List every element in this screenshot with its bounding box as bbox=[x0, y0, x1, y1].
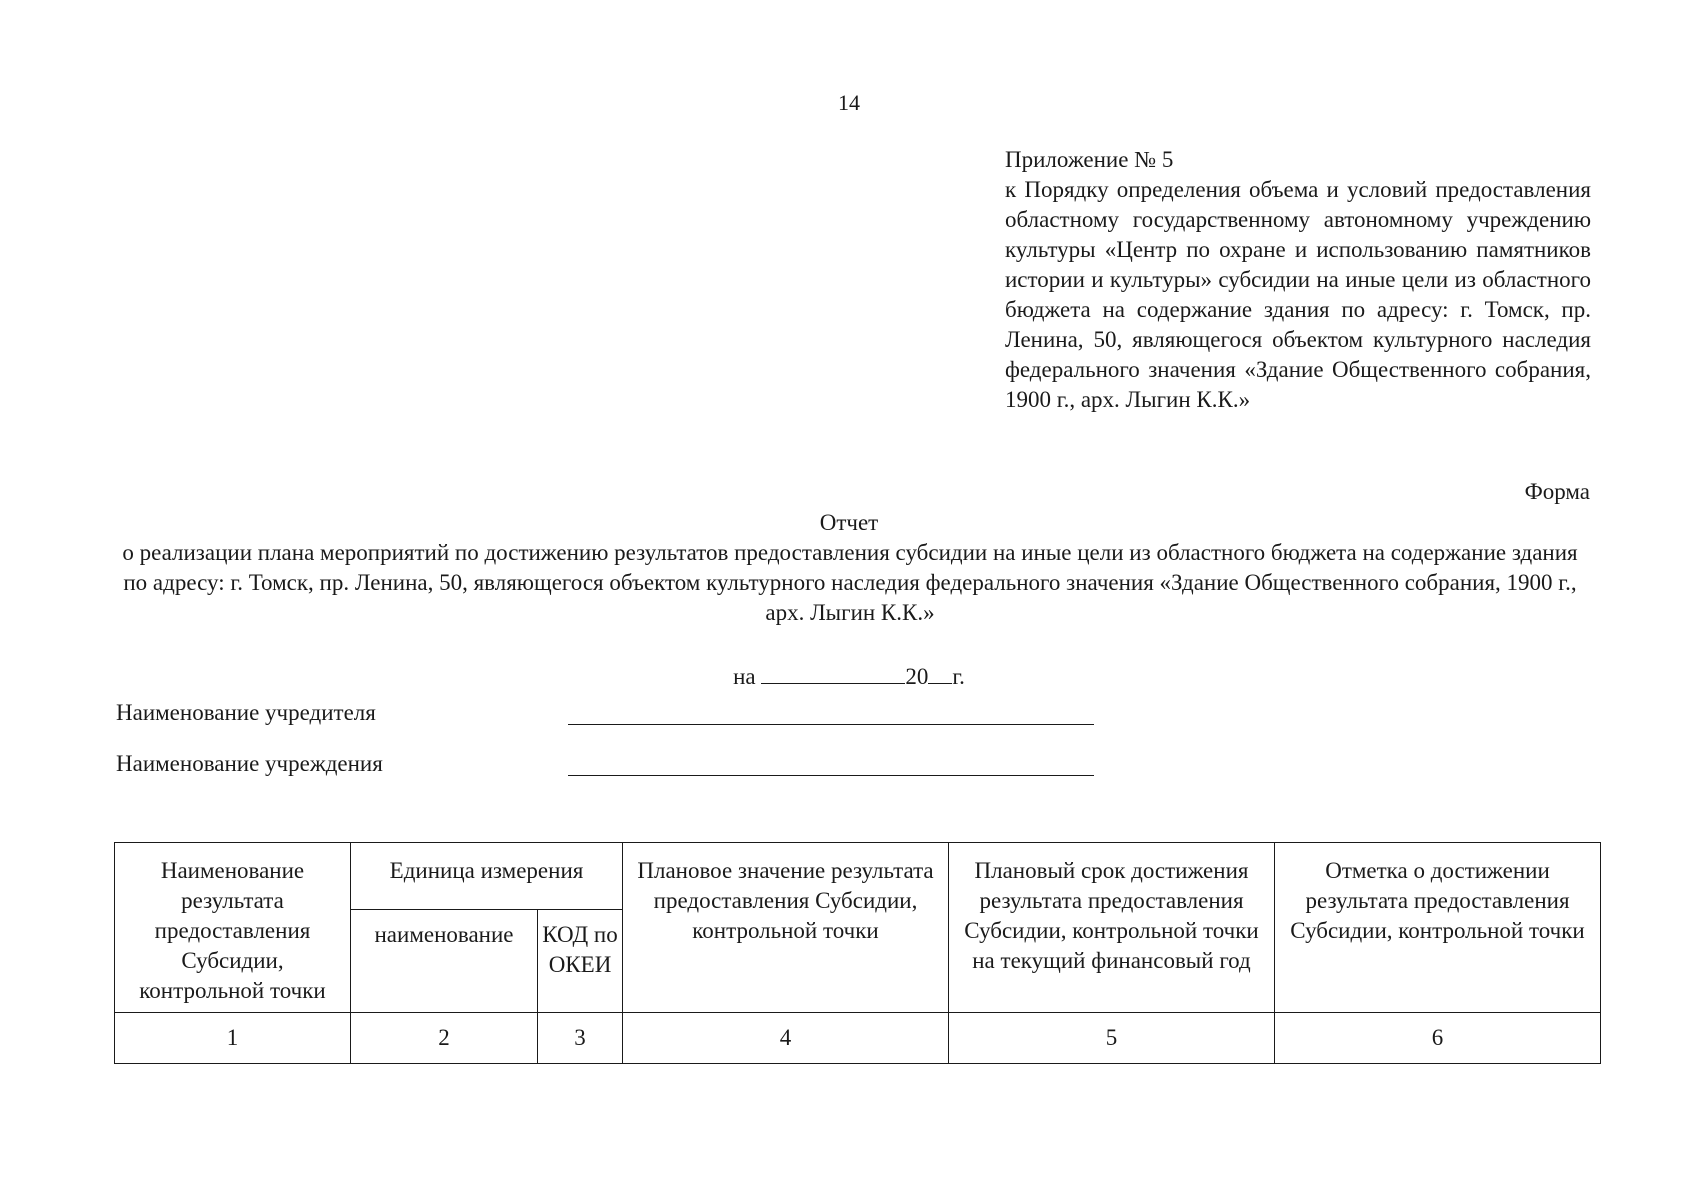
header-result-name: Наименование результата предоставления Субсидии, контрольной точки bbox=[115, 843, 351, 1013]
institution-input-line[interactable] bbox=[568, 775, 1094, 776]
year-blank[interactable] bbox=[928, 659, 952, 684]
header-unit-code: КОД по ОКЕИ bbox=[538, 909, 623, 1012]
column-number: 1 bbox=[115, 1013, 351, 1064]
founder-input-line[interactable] bbox=[568, 724, 1094, 725]
header-achievement-mark: Отметка о достижении результата предоставления Субсидии, контрольной точки bbox=[1275, 843, 1601, 1013]
founder-label: Наименование учредителя bbox=[116, 700, 376, 725]
table-header-row bbox=[115, 843, 1601, 910]
report-subtitle: о реализации плана мероприятий по достижению результатов предоставления субсидии на иные цели из областного бюджета на содержание здания по адресу: г. Томск, пр. Ленина, 50, являющегося объектом культурного наследия федерального значения «Здание Общественного собрания, 1900 г., арх. Лыгин К.К.» bbox=[122, 540, 1578, 625]
column-number: 2 bbox=[351, 1013, 538, 1064]
column-number: 3 bbox=[538, 1013, 623, 1064]
appendix-block bbox=[1005, 145, 1591, 415]
column-number: 4 bbox=[623, 1013, 949, 1064]
report-title: Отчет bbox=[819, 510, 879, 535]
column-number: 5 bbox=[949, 1013, 1275, 1064]
institution-label: Наименование учреждения bbox=[116, 751, 383, 776]
column-number: 6 bbox=[1275, 1013, 1601, 1064]
date-suffix: г. bbox=[952, 664, 965, 689]
appendix-body: к Порядку определения объема и условий предоставления областному государственному автономному учреждению культуры «Центр по охране и использованию памятников истории и культуры» субсидии на иные цели из областного бюджета на содержание здания по адресу: г. Томск, пр. Ленина, 50, являющегося объектом культурного наследия федерального значения «Здание Общественного собрания, 1900 г., арх. Лыгин К.К.» bbox=[1005, 177, 1591, 412]
header-plan-date: Плановый срок достижения результата предоставления Субсидии, контрольной точки на текущий финансовый год bbox=[949, 843, 1275, 1013]
header-unit-group: Единица измерения bbox=[351, 843, 623, 910]
date-prefix: на bbox=[733, 664, 756, 689]
results-table bbox=[114, 842, 1601, 1064]
appendix-title: Приложение № 5 bbox=[1005, 147, 1174, 172]
report-date-line bbox=[0, 659, 1698, 692]
column-number-row bbox=[115, 1013, 1601, 1064]
form-label: Форма bbox=[1524, 479, 1590, 504]
year-prefix: 20 bbox=[905, 664, 929, 689]
page-number: 14 bbox=[838, 90, 860, 115]
header-unit-name: наименование bbox=[351, 909, 538, 1012]
date-blank[interactable] bbox=[761, 659, 905, 684]
header-plan-value: Плановое значение результата предоставления Субсидии, контрольной точки bbox=[623, 843, 949, 1013]
